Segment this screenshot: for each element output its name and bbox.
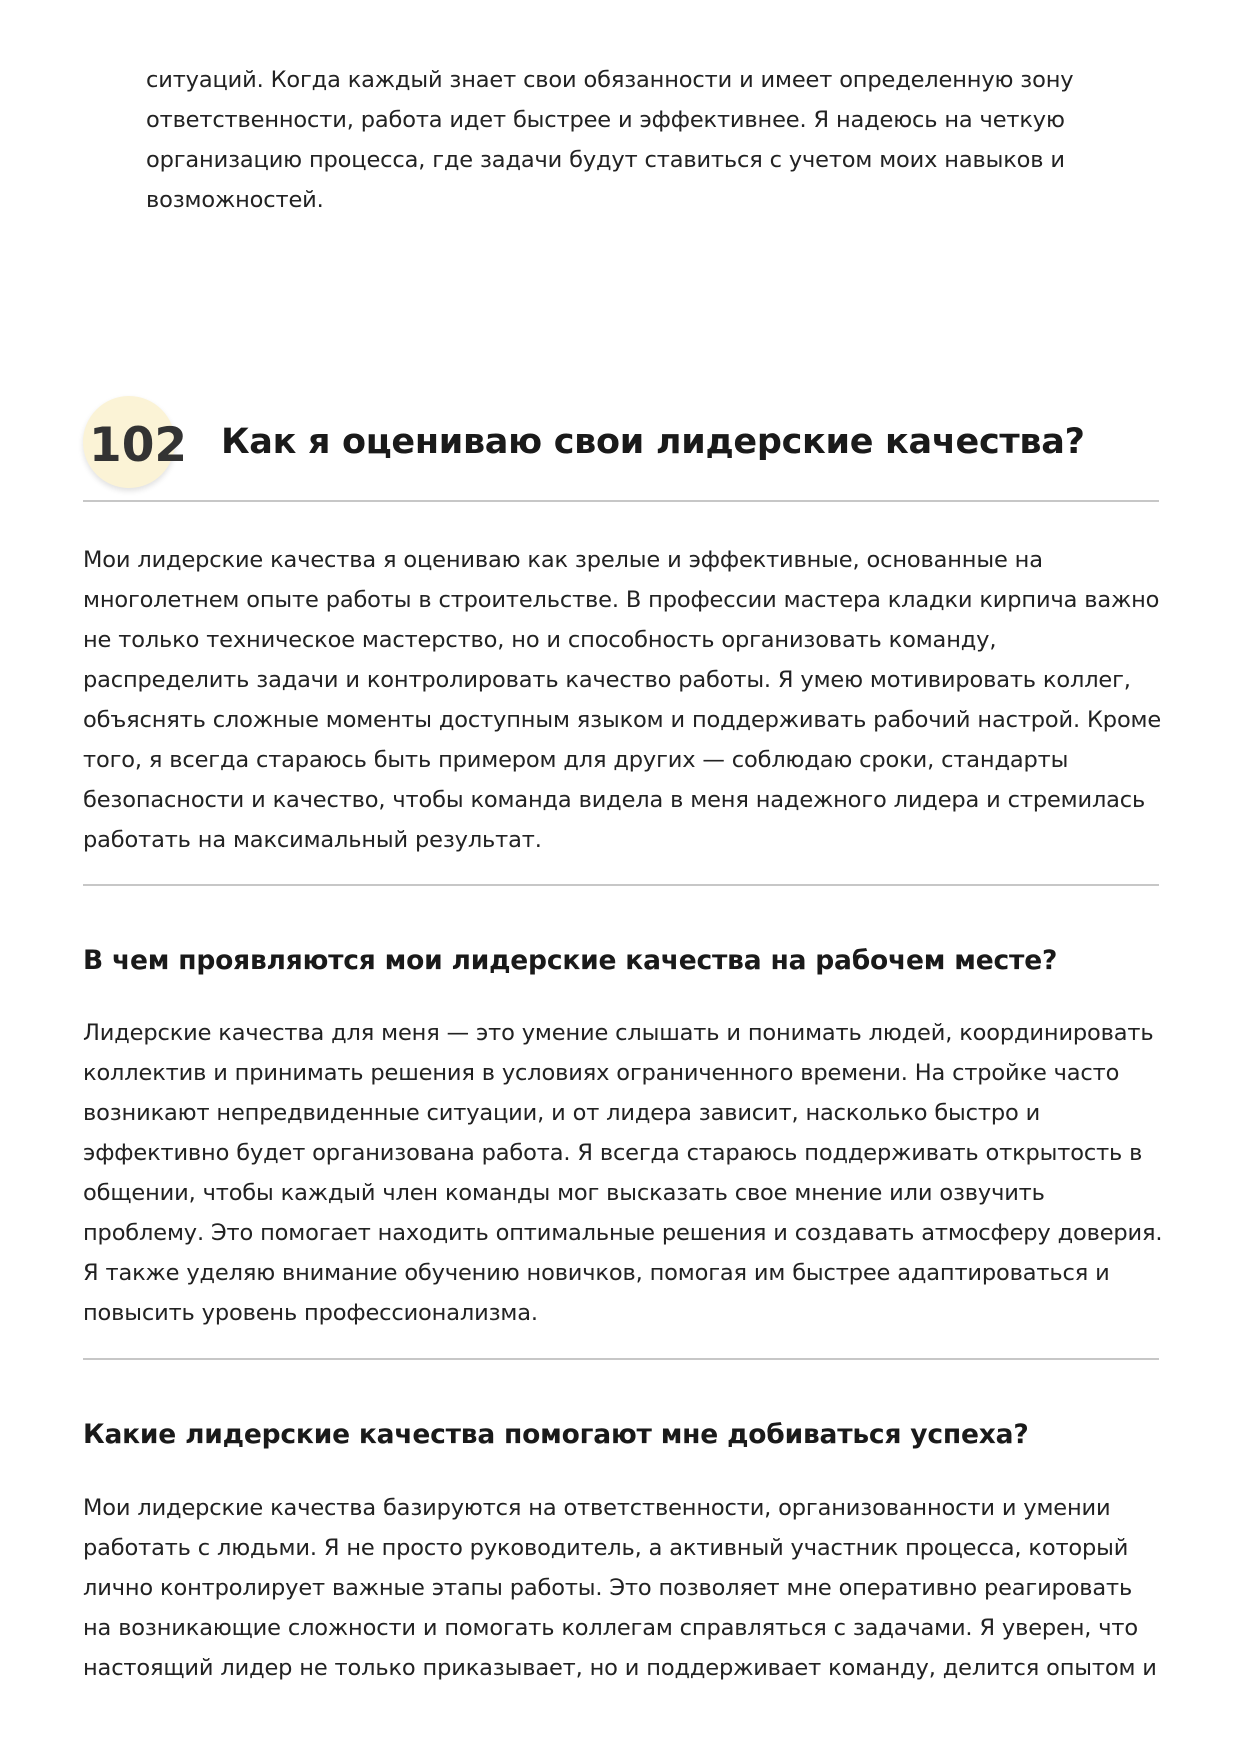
question-2-answer: Мои лидерские качества базируются на ответственности, организованности и умении работать с людьми. Я не просто руководитель, а активный участник процесса, который лично контролирует важные этапы работы. Это позволяет мне оперативно реагировать на возникающие сложности и помогать коллегам справляться с задачами. Я уверен, что настоящий лидер не только приказывает, но и поддерживает команду, делится опытом и [83,1495,1157,1681]
section-title: Как я оцениваю свои лидерские качества? [221,422,1085,462]
section-header [83,392,1159,502]
intro-paragraph: ситуаций. Когда каждый знает свои обязанности и имеет определенную зону ответственности, работа идет быстрее и эффективнее. Я надеюсь на четкую организацию процесса, где задачи будут ставиться с учетом моих навыков и возможностей. [146,67,1074,213]
main-answer-paragraph: Мои лидерские качества я оцениваю как зрелые и эффективные, основанные на многолетнем опыте работы в строительстве. В профессии мастера кладки кирпича важно не только техническое мастерство, но и способность организовать команду, распределить задачи и контролировать качество работы. Я умею мотивировать коллег, объяснять сложные моменты доступным языком и поддерживать рабочий настрой. Кроме того, я всегда стараюсь быть примером для других — соблюдаю сроки, стандарты безопасности и качество, чтобы команда видела в меня надежного лидера и стремилась работать на максимальный результат. [83,547,1162,853]
divider [83,1358,1159,1360]
divider [83,884,1159,886]
question-1-answer: Лидерские качества для меня — это умение слышать и понимать людей, координировать коллектив и принимать решения в условиях ограниченного времени. На стройке часто возникают непредвиденные ситуации, и от лидера зависит, насколько быстро и эффективно будет организована работа. Я всегда стараюсь поддерживать открытость в общении, чтобы каждый член команды мог высказать свое мнение или озвучить проблему. Это помогает находить оптимальные решения и создавать атмосферу доверия. Я также уделяю внимание обучению новичков, помогая им быстрее адаптироваться и повысить уровень профессионализма. [83,1020,1163,1326]
question-2-heading: Какие лидерские качества помогают мне добиваться успеха? [83,1419,1029,1450]
question-number-badge [83,396,188,488]
question-number: 102 [89,418,188,473]
question-1-heading: В чем проявляются мои лидерские качества на рабочем месте? [83,945,1058,976]
